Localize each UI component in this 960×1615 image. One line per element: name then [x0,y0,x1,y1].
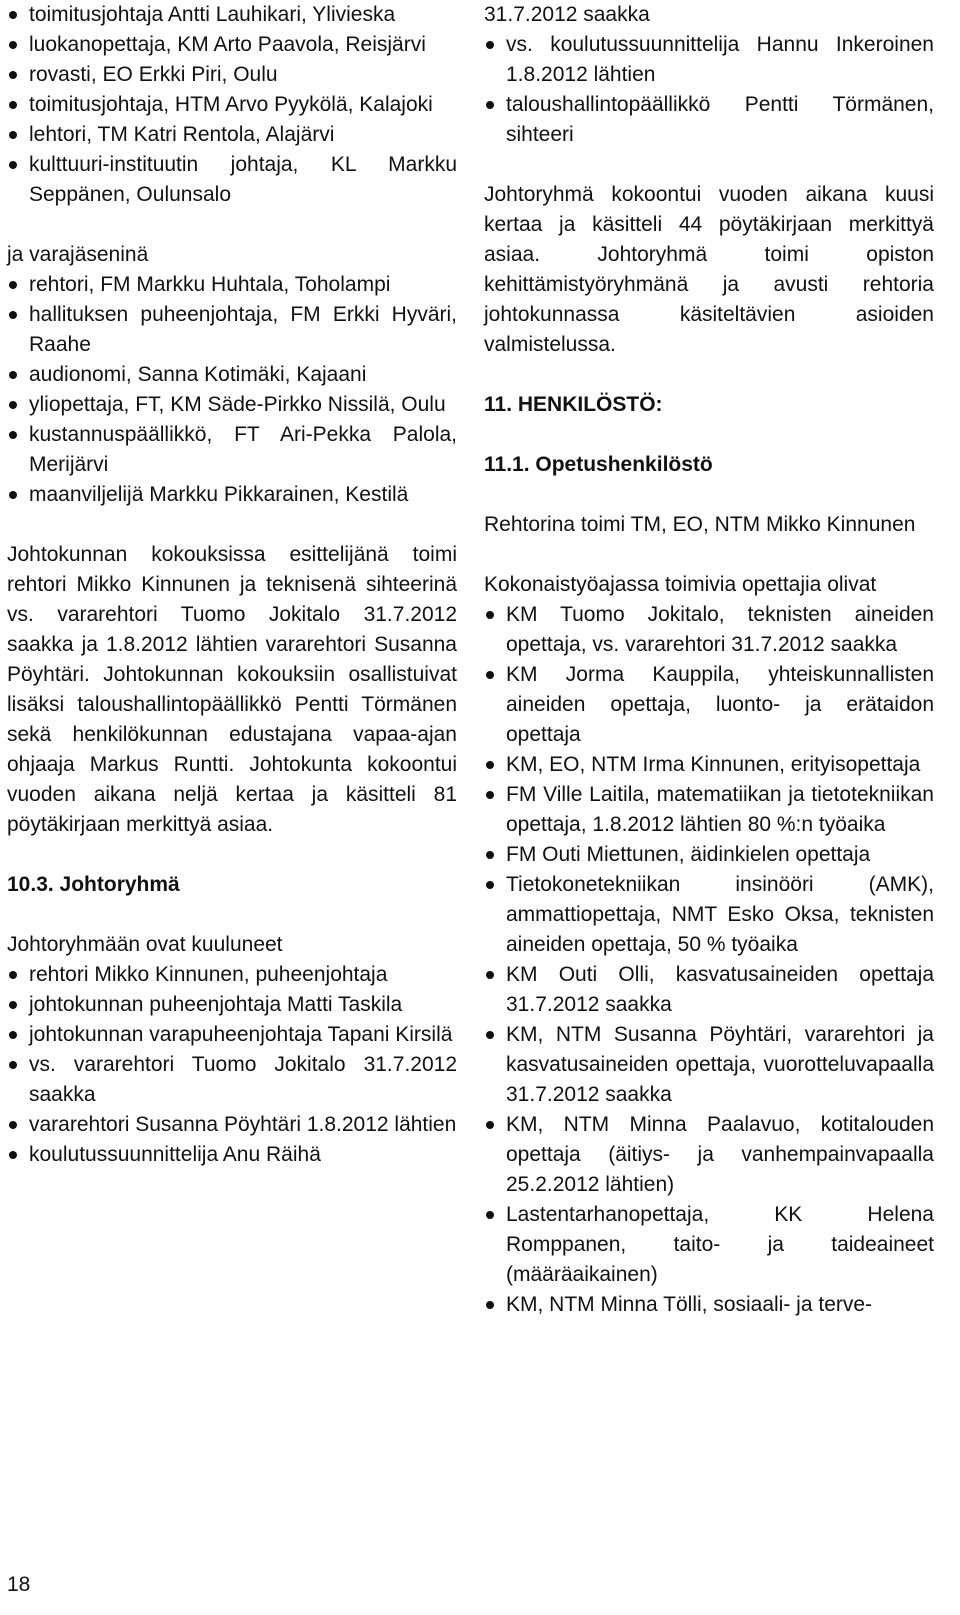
right-column [484,0,934,1320]
list-item: lehtori, TM Katri Rentola, Alajärvi [7,120,457,150]
list-item: toimitusjohtaja Antti Lauhikari, Ylivieska [7,0,457,30]
teachers-intro: Kokonaistyöajassa toimivia opettajia olivat [484,573,877,596]
deputies-intro: ja varajäseninä [7,243,149,266]
list-item: KM Tuomo Jokitalo, teknisten aineiden opettaja, vs. vararehtori 31.7.2012 saakka [484,600,934,660]
list-item: vs. koulutussuunnittelija Hannu Inkeroinen 1.8.2012 lähtien [484,30,934,90]
list-item: KM, EO, NTM Irma Kinnunen, erityisopettaja [484,750,934,780]
list-item: maanviljelijä Markku Pikkarainen, Kestilä [7,480,457,510]
list-item: KM, NTM Minna Paalavuo, kotitalouden opettaja (äitiys- ja vanhempainvapaalla 25.2.2012 lähtien) [484,1110,934,1200]
list-item: FM Outi Miettunen, äidinkielen opettaja [484,840,934,870]
list-item: rehtori, FM Markku Huhtala, Toholampi [7,270,457,300]
group-paragraph: Johtoryhmä kokoontui vuoden aikana kuusi kertaa ja käsitteli 44 pöytäkirjaan merkittyä asiaa. Johtoryhmä toimi opiston kehittämistyöryhmänä ja avusti rehtoria johtokunnassa käsiteltävien asioiden valmistelussa. [484,183,934,356]
list-item: johtokunnan varapuheenjohtaja Tapani Kirsilä [7,1020,457,1050]
group-intro: Johtoryhmään ovat kuuluneet [7,933,283,956]
list-item: koulutussuunnittelija Anu Räihä [7,1140,457,1170]
page-number: 18 [7,1573,31,1596]
list-item: toimitusjohtaja, HTM Arvo Pyykölä, Kalajoki [7,90,457,120]
list-item: yliopettaja, FT, KM Säde-Pirkko Nissilä, Oulu [7,390,457,420]
subsection-heading: 11.1. Opetushenkilöstö [484,453,713,476]
list-item: Tietokonetekniikan insinööri (AMK), ammattiopettaja, NMT Esko Oksa, teknisten aineiden opettaja, 50 % työaika [484,870,934,960]
list-item: taloushallintopäällikkö Pentti Törmänen, sihteeri [484,90,934,150]
list-item: rovasti, EO Erkki Piri, Oulu [7,60,457,90]
section-heading: 11. HENKILÖSTÖ: [484,393,663,416]
board-paragraph: Johtokunnan kokouksissa esittelijänä toimi rehtori Mikko Kinnunen ja teknisenä sihteerinä vs. vararehtori Tuomo Jokitalo 31.7.2012 saakka ja 1.8.2012 lähtien vararehtori Susanna Pöyhtäri. Johtokunnan kokouksiin osallistuivat lisäksi taloushallintopäällikkö Pentti Törmänen sekä henkilökunnan edustajana vapaa-ajan ohjaaja Markus Runtti. Johtokunta kokoontui vuoden aikana neljä kertaa ja käsitteli 81 pöytäkirjaan merkittyä asiaa. [7,543,457,836]
list-item: Lastentarhanopettaja, KK Helena Romppanen, taito- ja taideaineet (määräaikainen) [484,1200,934,1290]
section-heading: 10.3. Johtoryhmä [7,873,180,896]
list-item: luokanopettaja, KM Arto Paavola, Reisjärvi [7,30,457,60]
list-item: vararehtori Susanna Pöyhtäri 1.8.2012 lähtien [7,1110,457,1140]
list-item: kustannuspäällikkö, FT Ari-Pekka Palola, Merijärvi [7,420,457,480]
list-item: audionomi, Sanna Kotimäki, Kajaani [7,360,457,390]
list-item: KM, NTM Susanna Pöyhtäri, vararehtori ja kasvatusaineiden opettaja, vuorotteluvapaalla 31.7.2012 saakka [484,1020,934,1110]
list-item: KM, NTM Minna Tölli, sosiaali- ja terve- [484,1290,934,1320]
list-item: FM Ville Laitila, matematiikan ja tietotekniikan opettaja, 1.8.2012 lähtien 80 %:n työaika [484,780,934,840]
list-item: kulttuuri-instituutin johtaja, KL Markku Seppänen, Oulunsalo [7,150,457,210]
principal-text: Rehtorina toimi TM, EO, NTM Mikko Kinnunen [484,513,916,536]
list-item: johtokunnan puheenjohtaja Matti Taskila [7,990,457,1020]
list-item: vs. vararehtori Tuomo Jokitalo 31.7.2012 saakka [7,1050,457,1110]
list-item: rehtori Mikko Kinnunen, puheenjohtaja [7,960,457,990]
list-item: KM Jorma Kauppila, yhteiskunnallisten aineiden opettaja, luonto- ja erätaidon opettaja [484,660,934,750]
left-column [7,0,457,1170]
list-item: KM Outi Olli, kasvatusaineiden opettaja 31.7.2012 saakka [484,960,934,1020]
list-item: hallituksen puheenjohtaja, FM Erkki Hyväri, Raahe [7,300,457,360]
continued-text: 31.7.2012 saakka [484,3,650,26]
